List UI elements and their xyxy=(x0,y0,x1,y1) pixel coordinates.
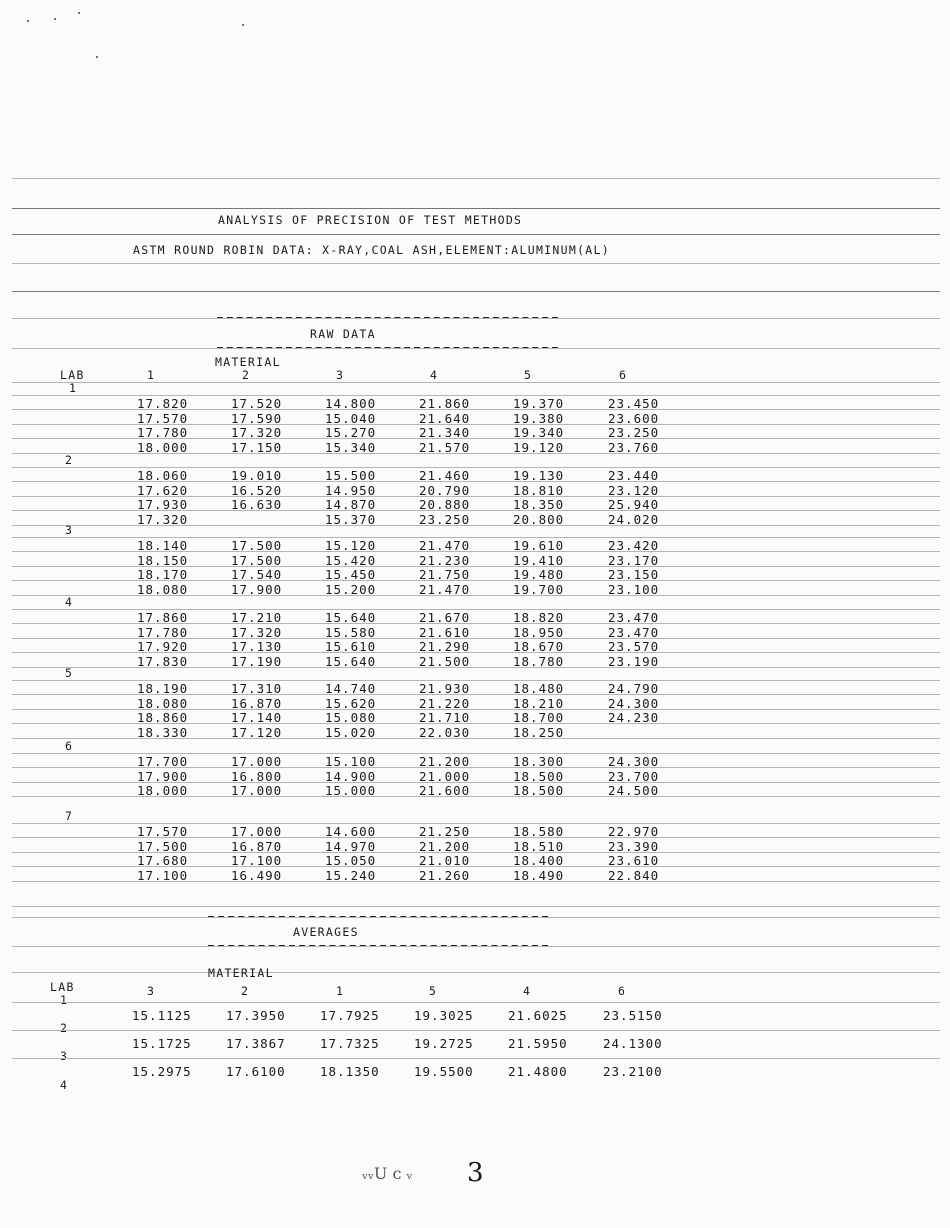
ruled-line xyxy=(12,906,940,907)
raw-value-cell: 18.810 xyxy=(513,482,565,498)
averages-material-column-header: 4 xyxy=(523,984,532,998)
raw-value-cell: 17.000 xyxy=(231,824,283,839)
stamp-mark: ᵥᵥU ᴄ ᵥ xyxy=(362,1164,413,1183)
average-value-cell: 17.6100 xyxy=(226,1064,286,1079)
raw-value-cell: 17.700 xyxy=(137,754,189,769)
material-column-header: 5 xyxy=(524,368,533,382)
ruled-line xyxy=(12,318,940,319)
raw-value-cell: 18.000 xyxy=(137,439,189,455)
raw-value-cell: 23.250 xyxy=(419,511,471,527)
raw-value-cell: 21.930 xyxy=(419,681,471,696)
raw-value-cell: 17.140 xyxy=(231,710,283,725)
material-column-header: 4 xyxy=(430,368,439,382)
raw-value-cell: 17.000 xyxy=(231,754,283,769)
ruled-line xyxy=(12,178,940,179)
scan-speck xyxy=(27,20,29,22)
material-column-header: 6 xyxy=(619,368,628,382)
raw-value-cell: 16.520 xyxy=(231,482,283,498)
raw-value-cell: 18.670 xyxy=(513,639,565,654)
raw-value-cell: 24.020 xyxy=(608,511,660,527)
raw-value-cell: 15.420 xyxy=(325,552,377,568)
raw-value-cell: 21.460 xyxy=(419,468,471,483)
raw-value-cell: 18.080 xyxy=(137,695,189,711)
raw-value-cell: 24.300 xyxy=(608,754,660,769)
material-column-header: 3 xyxy=(336,368,345,382)
average-value-cell: 21.5950 xyxy=(508,1036,568,1051)
raw-value-cell: 19.340 xyxy=(513,425,565,440)
raw-value-cell: 21.710 xyxy=(419,710,471,725)
raw-value-cell: 25.940 xyxy=(608,497,660,512)
raw-value-cell: 15.580 xyxy=(325,624,377,640)
raw-value-cell: 18.250 xyxy=(513,724,565,740)
average-value-cell: 21.4800 xyxy=(508,1064,568,1079)
raw-value-cell: 22.840 xyxy=(608,867,660,883)
raw-value-cell: 19.380 xyxy=(513,410,565,426)
raw-value-cell: 17.780 xyxy=(137,425,189,440)
lab-number: 5 xyxy=(65,666,74,680)
raw-value-cell: 24.300 xyxy=(608,695,660,711)
raw-value-cell: 17.920 xyxy=(137,639,189,654)
raw-value-cell: 17.500 xyxy=(231,538,283,553)
raw-value-cell: 16.490 xyxy=(231,867,283,883)
average-value-cell: 19.3025 xyxy=(414,1008,474,1023)
lab-number: 3 xyxy=(65,523,74,537)
raw-value-cell: 15.240 xyxy=(325,867,377,883)
raw-value-cell: 18.400 xyxy=(513,853,565,868)
raw-value-cell: 17.500 xyxy=(231,552,283,568)
raw-value-cell: 15.610 xyxy=(325,639,377,654)
raw-value-cell: 15.120 xyxy=(325,538,377,553)
average-value-cell: 15.2975 xyxy=(132,1064,192,1079)
raw-value-cell: 16.870 xyxy=(231,695,283,711)
raw-value-cell: 14.970 xyxy=(325,838,377,854)
raw-value-cell: 17.620 xyxy=(137,482,189,498)
raw-value-cell: 19.130 xyxy=(513,468,565,483)
raw-value-cell: 18.350 xyxy=(513,497,565,512)
raw-value-cell: 18.140 xyxy=(137,538,189,553)
page-number: 3 xyxy=(467,1158,484,1188)
averages-material-column-header: 1 xyxy=(336,984,345,998)
raw-value-cell: 17.320 xyxy=(137,511,189,527)
raw-value-cell: 17.210 xyxy=(231,610,283,625)
raw-value-cell: 18.780 xyxy=(513,653,565,669)
scan-speck xyxy=(96,56,98,58)
raw-value-cell: 23.600 xyxy=(608,410,660,426)
raw-value-cell: 17.570 xyxy=(137,410,189,426)
page-title: ANALYSIS OF PRECISION OF TEST METHODS xyxy=(218,213,523,227)
raw-value-cell: 18.300 xyxy=(513,754,565,769)
ruled-line xyxy=(12,263,940,264)
raw-value-cell: 17.190 xyxy=(231,653,283,669)
raw-value-cell: 19.700 xyxy=(513,581,565,597)
raw-value-cell: 17.310 xyxy=(231,681,283,696)
raw-value-cell: 17.590 xyxy=(231,410,283,426)
average-value-cell: 17.3867 xyxy=(226,1036,286,1051)
material-column-header: 1 xyxy=(147,368,156,382)
raw-value-cell: 21.260 xyxy=(419,867,471,883)
raw-value-cell: 19.410 xyxy=(513,552,565,568)
raw-value-cell: 21.010 xyxy=(419,853,471,868)
raw-value-cell: 21.610 xyxy=(419,624,471,640)
scan-speck xyxy=(242,24,244,26)
raw-value-cell: 21.230 xyxy=(419,552,471,568)
raw-value-cell: 17.320 xyxy=(231,425,283,440)
raw-value-cell: 18.330 xyxy=(137,724,189,740)
raw-value-cell: 18.480 xyxy=(513,681,565,696)
raw-value-cell: 19.480 xyxy=(513,567,565,582)
raw-value-cell: 16.630 xyxy=(231,497,283,512)
raw-value-cell: 23.440 xyxy=(608,468,660,483)
raw-value-cell: 21.200 xyxy=(419,838,471,854)
raw-value-cell: 22.970 xyxy=(608,824,660,839)
average-value-cell: 18.1350 xyxy=(320,1064,380,1079)
raw-value-cell: 17.570 xyxy=(137,824,189,839)
raw-value-cell: 15.100 xyxy=(325,754,377,769)
lab-column-header: LAB xyxy=(60,368,85,382)
raw-data-heading: RAW DATA xyxy=(310,327,376,341)
raw-value-cell: 15.640 xyxy=(325,610,377,625)
raw-value-cell: 17.540 xyxy=(231,567,283,582)
averages-material-label: MATERIAL xyxy=(208,966,274,980)
ruled-line xyxy=(12,1058,940,1059)
raw-value-cell: 16.800 xyxy=(231,768,283,784)
raw-value-cell: 20.880 xyxy=(419,497,471,512)
ruled-line xyxy=(12,234,940,235)
raw-value-cell: 21.250 xyxy=(419,824,471,839)
raw-value-cell: 17.780 xyxy=(137,624,189,640)
raw-value-cell: 18.510 xyxy=(513,838,565,854)
raw-value-cell: 21.220 xyxy=(419,695,471,711)
raw-value-cell: 17.130 xyxy=(231,639,283,654)
averages-lab-number: 1 xyxy=(60,993,69,1007)
raw-value-cell: 23.610 xyxy=(608,853,660,868)
average-value-cell: 17.7325 xyxy=(320,1036,380,1051)
raw-value-cell: 20.800 xyxy=(513,511,565,527)
raw-value-cell: 15.370 xyxy=(325,511,377,527)
raw-value-cell: 21.570 xyxy=(419,439,471,455)
raw-value-cell: 15.640 xyxy=(325,653,377,669)
raw-value-cell: 18.490 xyxy=(513,867,565,883)
raw-value-cell: 24.790 xyxy=(608,681,660,696)
raw-value-cell: 15.000 xyxy=(325,783,377,798)
raw-value-cell: 23.120 xyxy=(608,482,660,498)
averages-heading: AVERAGES xyxy=(293,925,359,939)
raw-value-cell: 17.860 xyxy=(137,610,189,625)
ruled-line xyxy=(12,946,940,947)
raw-value-cell: 18.500 xyxy=(513,768,565,784)
averages-material-column-header: 5 xyxy=(429,984,438,998)
average-value-cell: 23.2100 xyxy=(603,1064,663,1079)
raw-value-cell: 14.800 xyxy=(325,396,377,411)
raw-value-cell: 24.500 xyxy=(608,783,660,798)
raw-value-cell: 17.680 xyxy=(137,853,189,868)
raw-value-cell: 17.100 xyxy=(231,853,283,868)
raw-value-cell: 18.700 xyxy=(513,710,565,725)
raw-value-cell: 23.150 xyxy=(608,567,660,582)
averages-material-column-header: 6 xyxy=(618,984,627,998)
raw-value-cell: 15.020 xyxy=(325,724,377,740)
ruled-line xyxy=(12,1002,940,1003)
raw-value-cell: 17.820 xyxy=(137,396,189,411)
raw-value-cell: 15.500 xyxy=(325,468,377,483)
averages-material-column-header: 2 xyxy=(241,984,250,998)
raw-value-cell: 17.150 xyxy=(231,439,283,455)
ruled-line xyxy=(12,1030,940,1031)
average-value-cell: 19.5500 xyxy=(414,1064,474,1079)
raw-value-cell: 14.740 xyxy=(325,681,377,696)
ruled-line xyxy=(12,291,940,292)
averages-lab-number: 2 xyxy=(60,1021,69,1035)
raw-value-cell: 23.420 xyxy=(608,538,660,553)
averages-lab-column-header: LAB xyxy=(50,980,75,994)
scan-speck xyxy=(78,12,80,14)
raw-value-cell: 24.230 xyxy=(608,710,660,725)
raw-value-cell: 23.250 xyxy=(608,425,660,440)
ruled-line xyxy=(12,208,940,209)
average-value-cell: 19.2725 xyxy=(414,1036,474,1051)
raw-value-cell: 18.150 xyxy=(137,552,189,568)
raw-value-cell: 23.470 xyxy=(608,624,660,640)
average-value-cell: 17.3950 xyxy=(226,1008,286,1023)
scan-speck xyxy=(54,18,56,20)
raw-value-cell: 19.010 xyxy=(231,468,283,483)
material-label: MATERIAL xyxy=(215,355,281,369)
raw-value-cell: 21.340 xyxy=(419,425,471,440)
raw-value-cell: 22.030 xyxy=(419,724,471,740)
raw-value-cell: 14.870 xyxy=(325,497,377,512)
raw-value-cell: 16.870 xyxy=(231,838,283,854)
raw-value-cell: 15.200 xyxy=(325,581,377,597)
ruled-line xyxy=(12,382,940,383)
raw-value-cell: 18.950 xyxy=(513,624,565,640)
raw-value-cell: 23.450 xyxy=(608,396,660,411)
raw-value-cell: 17.520 xyxy=(231,396,283,411)
raw-value-cell: 21.200 xyxy=(419,754,471,769)
lab-number: 4 xyxy=(65,595,74,609)
raw-value-cell: 18.170 xyxy=(137,567,189,582)
averages-lab-number: 3 xyxy=(60,1049,69,1063)
raw-value-cell: 17.830 xyxy=(137,653,189,669)
raw-value-cell: 21.000 xyxy=(419,768,471,784)
raw-value-cell: 18.210 xyxy=(513,695,565,711)
average-value-cell: 15.1125 xyxy=(132,1008,192,1023)
raw-value-cell: 23.470 xyxy=(608,610,660,625)
average-value-cell: 24.1300 xyxy=(603,1036,663,1051)
raw-value-cell: 18.080 xyxy=(137,581,189,597)
average-value-cell: 21.6025 xyxy=(508,1008,568,1023)
raw-value-cell: 15.450 xyxy=(325,567,377,582)
raw-value-cell: 17.320 xyxy=(231,624,283,640)
raw-value-cell: 19.120 xyxy=(513,439,565,455)
raw-value-cell: 23.760 xyxy=(608,439,660,455)
averages-lab-number: 4 xyxy=(60,1078,69,1092)
raw-value-cell: 17.100 xyxy=(137,867,189,883)
raw-value-cell: 21.600 xyxy=(419,783,471,798)
raw-value-cell: 21.470 xyxy=(419,538,471,553)
raw-value-cell: 17.000 xyxy=(231,783,283,798)
lab-number: 6 xyxy=(65,739,74,753)
material-column-header: 2 xyxy=(242,368,251,382)
raw-value-cell: 17.930 xyxy=(137,497,189,512)
raw-value-cell: 18.500 xyxy=(513,783,565,798)
ruled-line xyxy=(12,917,940,918)
raw-value-cell: 15.080 xyxy=(325,710,377,725)
raw-value-cell: 18.820 xyxy=(513,610,565,625)
raw-value-cell: 19.370 xyxy=(513,396,565,411)
raw-value-cell: 14.950 xyxy=(325,482,377,498)
raw-value-cell: 23.170 xyxy=(608,552,660,568)
raw-value-cell: 18.860 xyxy=(137,710,189,725)
raw-value-cell: 21.860 xyxy=(419,396,471,411)
raw-value-cell: 15.340 xyxy=(325,439,377,455)
average-value-cell: 15.1725 xyxy=(132,1036,192,1051)
raw-value-cell: 21.470 xyxy=(419,581,471,597)
raw-value-cell: 23.190 xyxy=(608,653,660,669)
raw-value-cell: 21.640 xyxy=(419,410,471,426)
raw-value-cell: 15.620 xyxy=(325,695,377,711)
raw-value-cell: 15.050 xyxy=(325,853,377,868)
average-value-cell: 23.5150 xyxy=(603,1008,663,1023)
raw-value-cell: 18.000 xyxy=(137,783,189,798)
averages-material-column-header: 3 xyxy=(147,984,156,998)
raw-value-cell: 21.500 xyxy=(419,653,471,669)
raw-value-cell: 14.900 xyxy=(325,768,377,784)
raw-value-cell: 23.390 xyxy=(608,838,660,854)
lab-number: 7 xyxy=(65,809,74,823)
average-value-cell: 17.7925 xyxy=(320,1008,380,1023)
raw-value-cell: 23.700 xyxy=(608,768,660,784)
raw-value-cell: 18.060 xyxy=(137,468,189,483)
raw-value-cell: 18.190 xyxy=(137,681,189,696)
raw-value-cell: 20.790 xyxy=(419,482,471,498)
ruled-line xyxy=(12,972,940,973)
raw-value-cell: 23.100 xyxy=(608,581,660,597)
lab-number: 1 xyxy=(69,381,78,395)
raw-value-cell: 21.290 xyxy=(419,639,471,654)
raw-value-cell: 21.750 xyxy=(419,567,471,582)
lab-number: 2 xyxy=(65,453,74,467)
raw-value-cell: 18.580 xyxy=(513,824,565,839)
raw-value-cell: 17.120 xyxy=(231,724,283,740)
raw-value-cell: 19.610 xyxy=(513,538,565,553)
raw-value-cell: 17.900 xyxy=(137,768,189,784)
raw-value-cell: 17.500 xyxy=(137,838,189,854)
raw-value-cell: 15.270 xyxy=(325,425,377,440)
page-subtitle: ASTM ROUND ROBIN DATA: X-RAY,COAL ASH,ELEMENT:ALUMINUM(AL) xyxy=(133,243,610,257)
raw-value-cell: 23.570 xyxy=(608,639,660,654)
raw-value-cell: 14.600 xyxy=(325,824,377,839)
raw-value-cell: 15.040 xyxy=(325,410,377,426)
raw-value-cell: 17.900 xyxy=(231,581,283,597)
ruled-line xyxy=(12,348,940,349)
raw-value-cell: 21.670 xyxy=(419,610,471,625)
